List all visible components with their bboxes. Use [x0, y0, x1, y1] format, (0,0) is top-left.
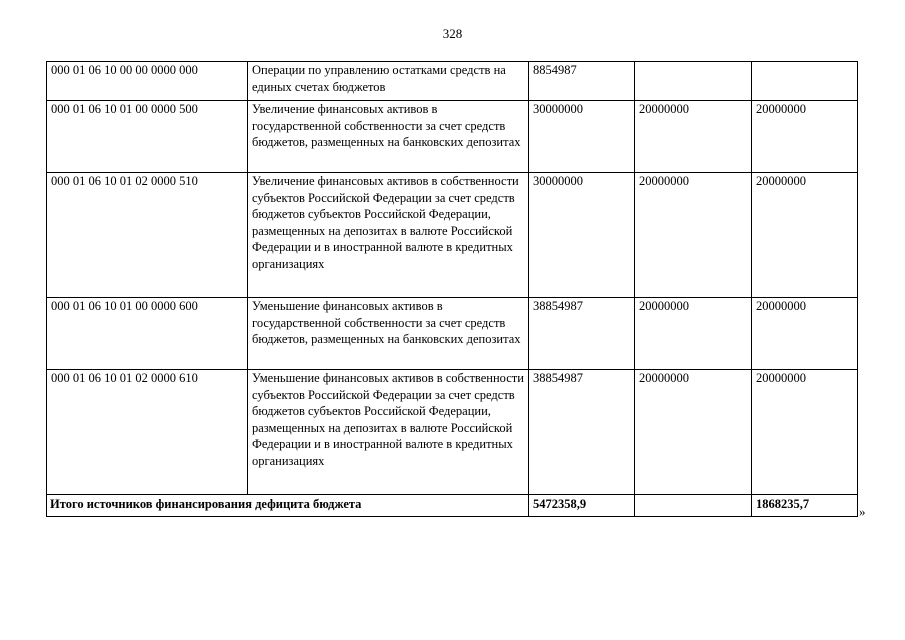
budget-code-cell: 000 01 06 10 01 00 0000 500: [47, 101, 248, 173]
budget-code-cell: 000 01 06 10 01 00 0000 600: [47, 298, 248, 370]
table-row: [47, 101, 858, 173]
amount-year-3-cell: 20000000: [752, 101, 858, 173]
page-number: 328: [442, 26, 463, 41]
closing-quote: »: [859, 504, 866, 519]
amount-year-3-cell: 20000000: [752, 173, 858, 298]
total-year-3-cell: 1868235,7: [752, 495, 858, 517]
amount-year-2-cell: 20000000: [635, 173, 752, 298]
amount-year-1-cell: 38854987: [529, 298, 635, 370]
amount-year-2-cell: 20000000: [635, 101, 752, 173]
operation-name-cell: Уменьшение финансовых активов в собственности субъектов Российской Федерации за счет средств бюджетов субъектов Российской Федерации, размещенных на депозитах в валюте Российской Федерации и в иностранной валюте в кредитных организациях: [248, 370, 529, 495]
amount-year-2-cell: 20000000: [635, 370, 752, 495]
table-row: [47, 298, 858, 370]
operation-name-cell: Увеличение финансовых активов в собственности субъектов Российской Федерации за счет средств бюджетов субъектов Российской Федерации, размещенных на депозитах в валюте Российской Федерации и в иностранной валюте в кредитных организациях: [248, 173, 529, 298]
operation-name-cell: Увеличение финансовых активов в государственной собственности за счет средств бюджетов, размещенных на банковских депозитах: [248, 101, 529, 173]
operation-name-cell: Операции по управлению остатками средств на единых счетах бюджетов: [248, 62, 529, 101]
amount-year-3-cell: 20000000: [752, 370, 858, 495]
budget-code-cell: 000 01 06 10 01 02 0000 510: [47, 173, 248, 298]
budget-code-cell: 000 01 06 10 00 00 0000 000: [47, 62, 248, 101]
amount-year-2-cell: 20000000: [635, 298, 752, 370]
table-row: [47, 62, 858, 101]
total-year-2-cell: [635, 495, 752, 517]
amount-year-1-cell: 38854987: [529, 370, 635, 495]
amount-year-3-cell: [752, 62, 858, 101]
total-year-1-cell: 5472358,9: [529, 495, 635, 517]
amount-year-1-cell: 8854987: [529, 62, 635, 101]
budget-sources-table: [46, 61, 858, 517]
table-row: [47, 173, 858, 298]
total-row: [47, 495, 858, 517]
budget-code-cell: 000 01 06 10 01 02 0000 610: [47, 370, 248, 495]
amount-year-1-cell: 30000000: [529, 101, 635, 173]
amount-year-3-cell: 20000000: [752, 298, 858, 370]
amount-year-1-cell: 30000000: [529, 173, 635, 298]
table-row: [47, 370, 858, 495]
total-label: Итого источников финансирования дефицита бюджета: [47, 495, 529, 517]
operation-name-cell: Уменьшение финансовых активов в государственной собственности за счет средств бюджетов, размещенных на банковских депозитах: [248, 298, 529, 370]
amount-year-2-cell: [635, 62, 752, 101]
